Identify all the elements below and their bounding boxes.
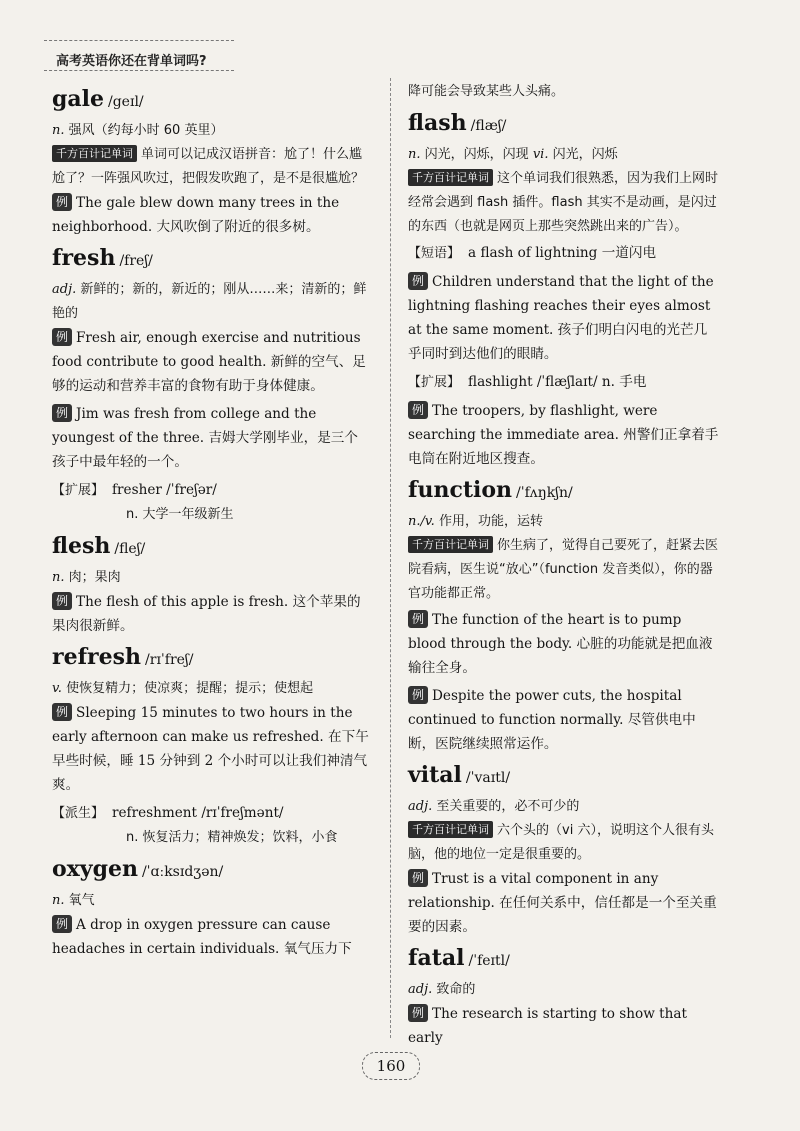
definition: 强风（约每小时 60 英里） [68,123,224,138]
example-badge: 例 [52,915,72,933]
extension-tag: 【扩展】 [52,483,105,498]
phonetic: /flæʃ/ [470,118,507,134]
part-of-speech: adj. [408,799,433,814]
right-column [408,80,720,1050]
entry-oxygen [52,852,370,961]
header-rule-top [44,40,234,42]
definition: 作用，功能，运转 [438,514,543,529]
example-text: The flesh of this apple is fresh. 这个苹果的果肉很新鲜。 [52,594,361,634]
phonetic: /ˈvaɪtl/ [465,770,511,786]
definition: 新鲜的；新的，新近的；刚从……来；清新的；鲜艳的 [52,282,367,321]
part-of-speech: adj. [52,282,77,297]
example-text: Despite the power cuts, the hospital continued to function normally. 尽管供电中断，医院继续照常运作。 [408,688,696,752]
example-text: Fresh air, enough exercise and nutritious food contribute to good health. 新鲜的空气、足够的运动和营养丰富的食物有助于身体健康。 [52,330,366,394]
definition: 闪光，闪烁，闪现 [424,147,529,162]
part-of-speech: n. [408,147,421,162]
example-badge: 例 [408,869,428,887]
phrase-tag: 【短语】 [408,246,461,261]
example-badge: 例 [408,272,428,290]
headword: gale [52,86,104,112]
example-text: Jim was fresh from college and the youngest of the three. 吉姆大学刚毕业，是三个孩子中最年轻的一个。 [52,406,358,470]
mnemonic-badge: 千方百计记单词 [408,821,493,838]
entry-fresh [52,241,370,527]
part-of-speech: n. [52,893,65,908]
part-of-speech: n. [52,123,65,138]
example-badge: 例 [52,193,72,211]
example-text: Children understand that the light of the lightning flashing reaches their eyes almost at the same moment. 孩子们明白闪电的光芒几乎同时到达他们的眼睛。 [408,274,714,362]
header-rule-bottom [44,70,234,72]
definition: 氧气 [68,893,95,908]
entry-flesh [52,529,370,638]
mnemonic-badge: 千方百计记单词 [52,145,137,162]
example-text: Trust is a vital component in any relationship. 在任何关系中，信任都是一个至关重要的因素。 [408,871,717,935]
example-text: The function of the heart is to pump blood through the body. 心脏的功能就是把血液输往全身。 [408,612,713,676]
mnemonic-text: 你生病了，觉得自己要死了，赶紧去医院看病，医生说“放心”（function 发音类似），你的器官功能都正常。 [408,538,719,601]
entry-refresh [52,640,370,850]
example-badge: 例 [52,328,72,346]
phonetic: /ˈɑːksɪdʒən/ [141,864,224,880]
example-badge: 例 [408,686,428,704]
column-divider [390,78,391,1038]
definition: 肉；果肉 [68,570,121,585]
extension-word: fresher /ˈfreʃər/ [112,482,217,498]
entry-function [408,473,720,756]
phrase-text: a flash of lightning 一道闪电 [468,245,657,261]
extension-tag: 【扩展】 [408,375,461,390]
page-number: 160 [362,1052,420,1080]
headword: flash [408,110,467,136]
entry-flash [408,106,720,471]
example-text: The gale blew down many trees in the neighborhood. 大风吹倒了附近的很多树。 [52,195,340,235]
example-text: A drop in oxygen pressure can cause headaches in certain individuals. 氧气压力下 [52,917,352,957]
headword: fatal [408,945,465,971]
extension-text: flashlight /ˈflæʃlaɪt/ n. 手电 [468,374,647,390]
left-column [52,80,370,961]
derivation-tag: 【派生】 [52,806,105,821]
example-badge: 例 [408,610,428,628]
entry-vital [408,758,720,939]
continued-text: 降可能会导致某些人头痛。 [408,84,565,99]
mnemonic-badge: 千方百计记单词 [408,169,493,186]
headword: vital [408,762,462,788]
headword: fresh [52,245,116,271]
phonetic: /freʃ/ [119,253,153,269]
derivation-meaning: n. 恢复活力；精神焕发；饮料，小食 [126,830,338,845]
derivation-word: refreshment /rɪˈfreʃmənt/ [112,805,284,821]
example-text: The troopers, by flashlight, were searching the immediate area. 州警们正拿着手电筒在附近地区搜查。 [408,403,719,467]
phonetic: /ˈfʌŋkʃn/ [516,485,573,501]
part-of-speech: n. [52,570,65,585]
entry-fatal [408,941,720,1050]
headword: flesh [52,533,111,559]
definition-2: 闪光，闪烁 [552,147,618,162]
mnemonic-badge: 千方百计记单词 [408,536,493,553]
header-title: 高考英语你还在背单词吗? [56,54,207,69]
example-badge: 例 [52,592,72,610]
part-of-speech: n./v. [408,514,435,529]
definition: 至关重要的，必不可少的 [436,799,580,814]
extension-meaning: n. 大学一年级新生 [126,507,234,522]
headword: refresh [52,644,142,670]
phonetic: /geɪl/ [108,94,144,110]
example-badge: 例 [52,703,72,721]
example-badge: 例 [52,404,72,422]
example-text: The research is starting to show that early [408,1006,687,1046]
part-of-speech: v. [52,681,62,696]
headword: oxygen [52,856,138,882]
headword: function [408,477,513,503]
example-badge: 例 [408,401,428,419]
phonetic: /rɪˈfreʃ/ [145,652,194,668]
entry-gale [52,82,370,239]
phonetic: /ˈfeɪtl/ [468,953,510,969]
example-badge: 例 [408,1004,428,1022]
part-of-speech-2: vi. [532,147,549,162]
mnemonic-text: 单词可以记成汉语拼音：尬了！什么尴尬了？一阵强风吹过，把假发吹跑了，是不是很尴尬？ [52,147,365,186]
page-header [44,36,754,72]
definition: 致命的 [436,982,476,997]
example-text: Sleeping 15 minutes to two hours in the early afternoon can make us refreshed. 在下午早些时候，睡 15 分钟到 2 个小时可以让我们神清气爽。 [52,705,369,793]
definition: 使恢复精力；使凉爽；提醒；提示；使想起 [66,681,314,696]
mnemonic-text: 六个头的（vi 六），说明这个人很有头脑，他的地位一定是很重要的。 [408,823,714,862]
mnemonic-text: 这个单词我们很熟悉，因为我们上网时经常会遇到 flash 插件。flash 其实不是动画，是闪过的东西（也就是网页上那些突然跳出来的广告）。 [408,171,719,234]
part-of-speech: adj. [408,982,433,997]
phonetic: /fleʃ/ [114,541,146,557]
